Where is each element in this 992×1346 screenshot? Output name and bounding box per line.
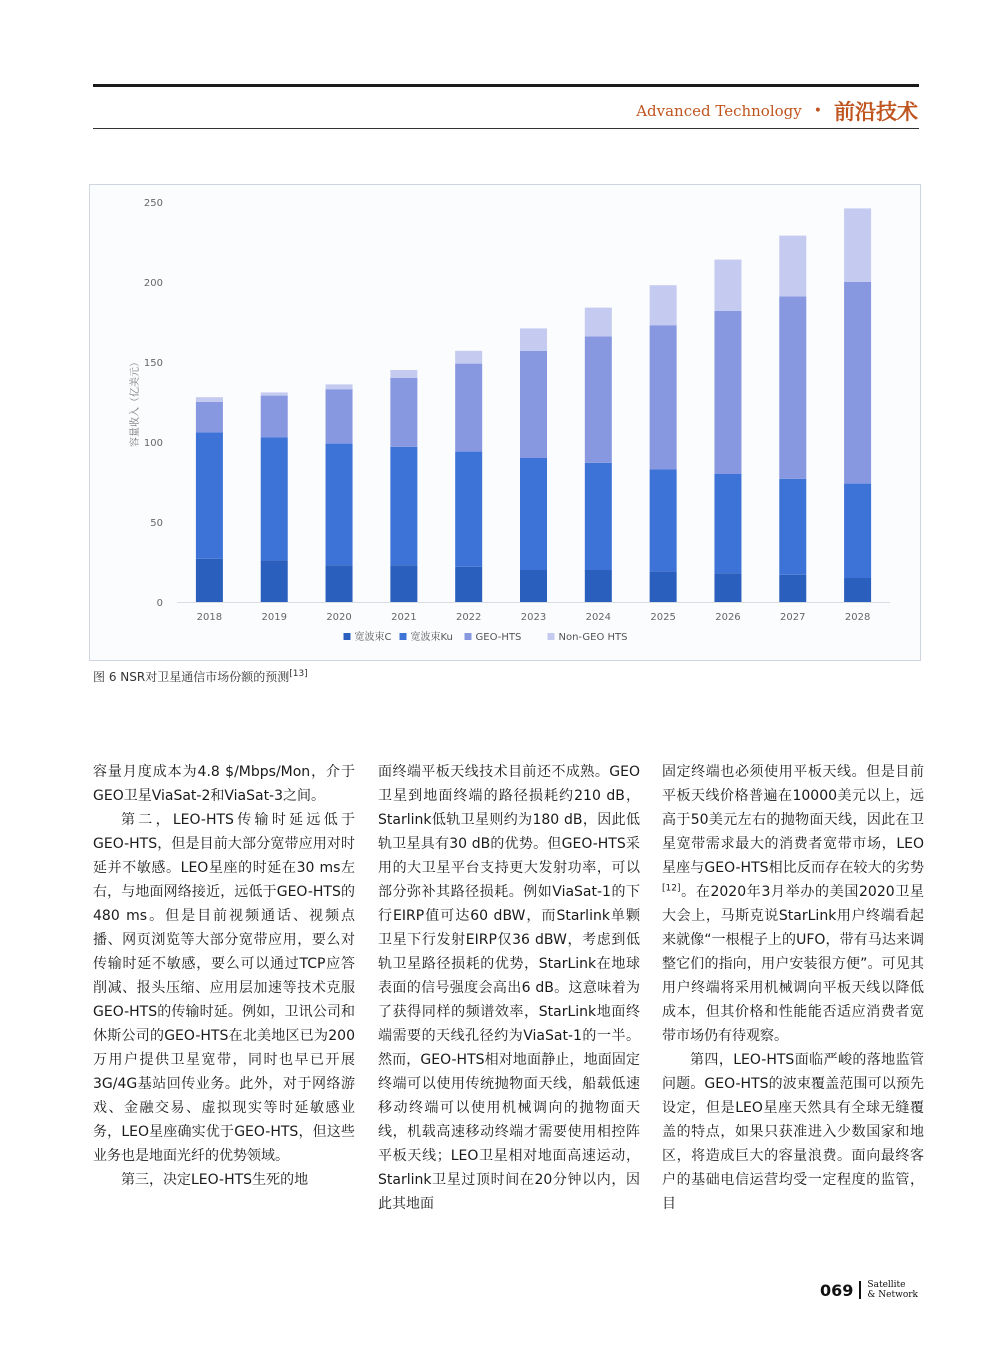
page-number: 069 (820, 1280, 854, 1300)
bar-segment (714, 474, 741, 573)
bar-segment (390, 378, 417, 447)
paragraph: 第四，LEO-HTS面临严峻的落地监管问题。GEO-HTS的波束覆盖范围可以预先设定，但是LEO星座天然具有全球无缝覆盖的特点，如果只获准进入少数国家和地区，将造成巨大的容量浪费。面向最终客户的基础电信运营均受一定程度的监管，目 (662, 1052, 924, 1212)
bar-segment (650, 572, 677, 602)
x-tick-label: 2023 (520, 612, 547, 623)
running-header (636, 96, 918, 126)
bar-segment (196, 397, 223, 402)
bar-segment (261, 437, 288, 560)
bar-segment (520, 570, 547, 602)
bar-segment (585, 570, 612, 602)
bar-segment (714, 573, 741, 602)
legend-swatch (344, 633, 351, 640)
legend-label: GEO-HTS (475, 632, 522, 643)
legend-label: 宽波束Ku (410, 632, 453, 643)
bar-segment (650, 325, 677, 469)
x-tick-label: 2027 (780, 612, 806, 623)
bar-segment (520, 458, 547, 570)
x-tick-label: 2018 (196, 612, 223, 623)
y-tick-label: 150 (143, 358, 163, 369)
bar-segment (650, 469, 677, 571)
paragraph: 面终端平板天线技术目前还不成熟。GEO卫星到地面终端的路径损耗约210 dB，Starlink低轨卫星则约为180 dB，因此低轨卫星具有30 dB的优势。但GEO-HTS采用的大卫星平台支持更大发射功率，可以部分弥补其路径损耗。例如ViaSat-1的下行EIRP值可达60 dBW，而Starlink单颗卫星下行发射EIRP仅36 dBW，考虑到低轨卫星路径损耗的优势，StarLink在地球表面的信号强度会高出6 dB。这意味着为了获得同样的频谱效率，StarLink地面终端需要的天线孔径约为ViaSat-1的一半。然而，GEO-HTS相对地面静止，地面固定终端可以使用传统抛物面天线，船载低速移动终端可以使用机械调向的抛物面天线，机载高速移动终端才需要使用相控阵平板天线；LEO卫星相对地面高速运动，Starlink卫星过顶时间在20分钟以内，因此其地面 (378, 764, 640, 1212)
bar-segment (390, 370, 417, 378)
legend-swatch (400, 633, 407, 640)
bar-segment (390, 447, 417, 565)
bar-segment (844, 484, 871, 578)
bar-segment (585, 463, 612, 570)
y-tick-label: 50 (150, 518, 163, 529)
bar-segment (196, 402, 223, 432)
bar-segment (520, 351, 547, 458)
bar-segment (196, 559, 223, 602)
x-tick-label: 2021 (391, 612, 417, 623)
bar-segment (779, 479, 806, 575)
journal-logo (867, 1280, 918, 1300)
bar-segment (844, 282, 871, 484)
journal-logo-line2: & Network (867, 1290, 918, 1300)
bar-segment (196, 432, 223, 558)
bar-segment (520, 328, 547, 350)
figure-caption-ref: [13] (289, 669, 308, 679)
journal-logo-line1: Satellite (867, 1280, 906, 1290)
citation-ref: [12] (662, 883, 681, 894)
bar-segment (779, 575, 806, 602)
header-separator: • (813, 103, 822, 119)
bar-segment (326, 444, 353, 566)
x-tick-label: 2026 (715, 612, 741, 623)
bar-segment (844, 208, 871, 282)
x-tick-label: 2028 (844, 612, 871, 623)
y-tick-label: 200 (143, 278, 163, 289)
legend-label: 宽波束C (354, 632, 392, 643)
paragraph-text: 固定终端也必须使用平板天线。但是目前平板天线价格普遍在10000美元以上，远高于50美元左右的抛物面天线，因此在卫星宽带需求最大的消费者宽带市场，LEO星座与GEO-HTS相比反而存在较大的劣势 (662, 764, 924, 876)
bar-segment (261, 392, 288, 395)
y-tick-label: 0 (156, 598, 163, 609)
bar-segment (714, 311, 741, 474)
y-tick-label: 100 (143, 438, 163, 449)
figure-caption-text: 图 6 NSR对卫星通信市场份额的预测 (93, 670, 290, 684)
bar-segment (585, 308, 612, 337)
legend-swatch (465, 633, 472, 640)
section-title-zh: 前沿技术 (834, 100, 918, 124)
bar-segment (650, 285, 677, 325)
legend-swatch (548, 633, 555, 640)
x-tick-label: 2022 (455, 612, 482, 623)
bar-segment (844, 578, 871, 602)
bar-segment (779, 236, 806, 297)
bar-segment (779, 296, 806, 478)
paragraph: 第三，决定LEO-HTS生死的地 (121, 1172, 309, 1188)
header-underline (93, 128, 919, 129)
figure-chart (89, 184, 921, 661)
bar-segment (585, 336, 612, 462)
bar-segment (455, 351, 482, 364)
bar-segment (455, 567, 482, 602)
y-tick-label: 250 (143, 198, 163, 209)
x-tick-label: 2025 (650, 612, 676, 623)
paragraph: 第二，LEO-HTS传输时延远低于GEO-HTS，但是目前大部分宽带应用对时延并不敏感。LEO星座的时延在30 ms左右，与地面网络接近，远低于GEO-HTS的480 ms。但是目前视频通话、视频点播、网页浏览等大部分宽带应用，要么对传输时延不敏感，要么可以通过TCP应答削减、报头压缩、应用层加速等技术克服GEO-HTS的传输时延。例如，卫讯公司和休斯公司的GEO-HTS在北美地区已为200万用户提供卫星宽带，同时也早已开展3G/4G基站回传业务。此外，对于网络游戏、金融交易、虚拟现实等时延敏感业务，LEO星座确实优于GEO-HTS，但这些业务也是地面光纤的优势领域。 (93, 812, 355, 1164)
x-tick-label: 2019 (261, 612, 287, 623)
footer-divider (859, 1281, 861, 1299)
paragraph: 容量月度成本为4.8 $/Mbps/Mon，介于GEO卫星ViaSat-2和ViaSat-3之间。 (93, 764, 355, 804)
bar-segment (714, 260, 741, 311)
paragraph-text: 。在2020年3月举办的美国2020卫星大会上，马斯克说StarLink用户终端看起来就像“一根棍子上的UFO，带有马达来调整它们的指向，用户安装很方便”。可见其用户终端将采用机械调向平板天线以降低成本，但其价格和性能能否适应消费者宽带市场仍有待观察。 (662, 884, 924, 1044)
legend-label: Non-GEO HTS (558, 632, 628, 643)
stacked-bar-chart (90, 185, 920, 660)
bar-segment (261, 396, 288, 438)
bar-segment (455, 452, 482, 567)
x-tick-label: 2020 (326, 612, 352, 623)
text-column-2 (378, 760, 640, 1216)
section-title-en: Advanced Technology (636, 102, 802, 120)
bar-segment (390, 565, 417, 602)
bar-segment (326, 565, 353, 602)
figure-caption (93, 668, 308, 685)
bar-segment (261, 560, 288, 602)
bar-segment (326, 384, 353, 389)
x-tick-label: 2024 (585, 612, 612, 623)
text-column-3 (662, 760, 924, 1216)
paragraph (662, 760, 924, 1048)
bar-segment (455, 364, 482, 452)
bar-segment (326, 389, 353, 443)
page-footer (820, 1280, 918, 1300)
y-axis-label: 容量收入（亿美元） (130, 357, 141, 447)
header-rule (93, 84, 919, 87)
text-column-1 (93, 760, 355, 1192)
